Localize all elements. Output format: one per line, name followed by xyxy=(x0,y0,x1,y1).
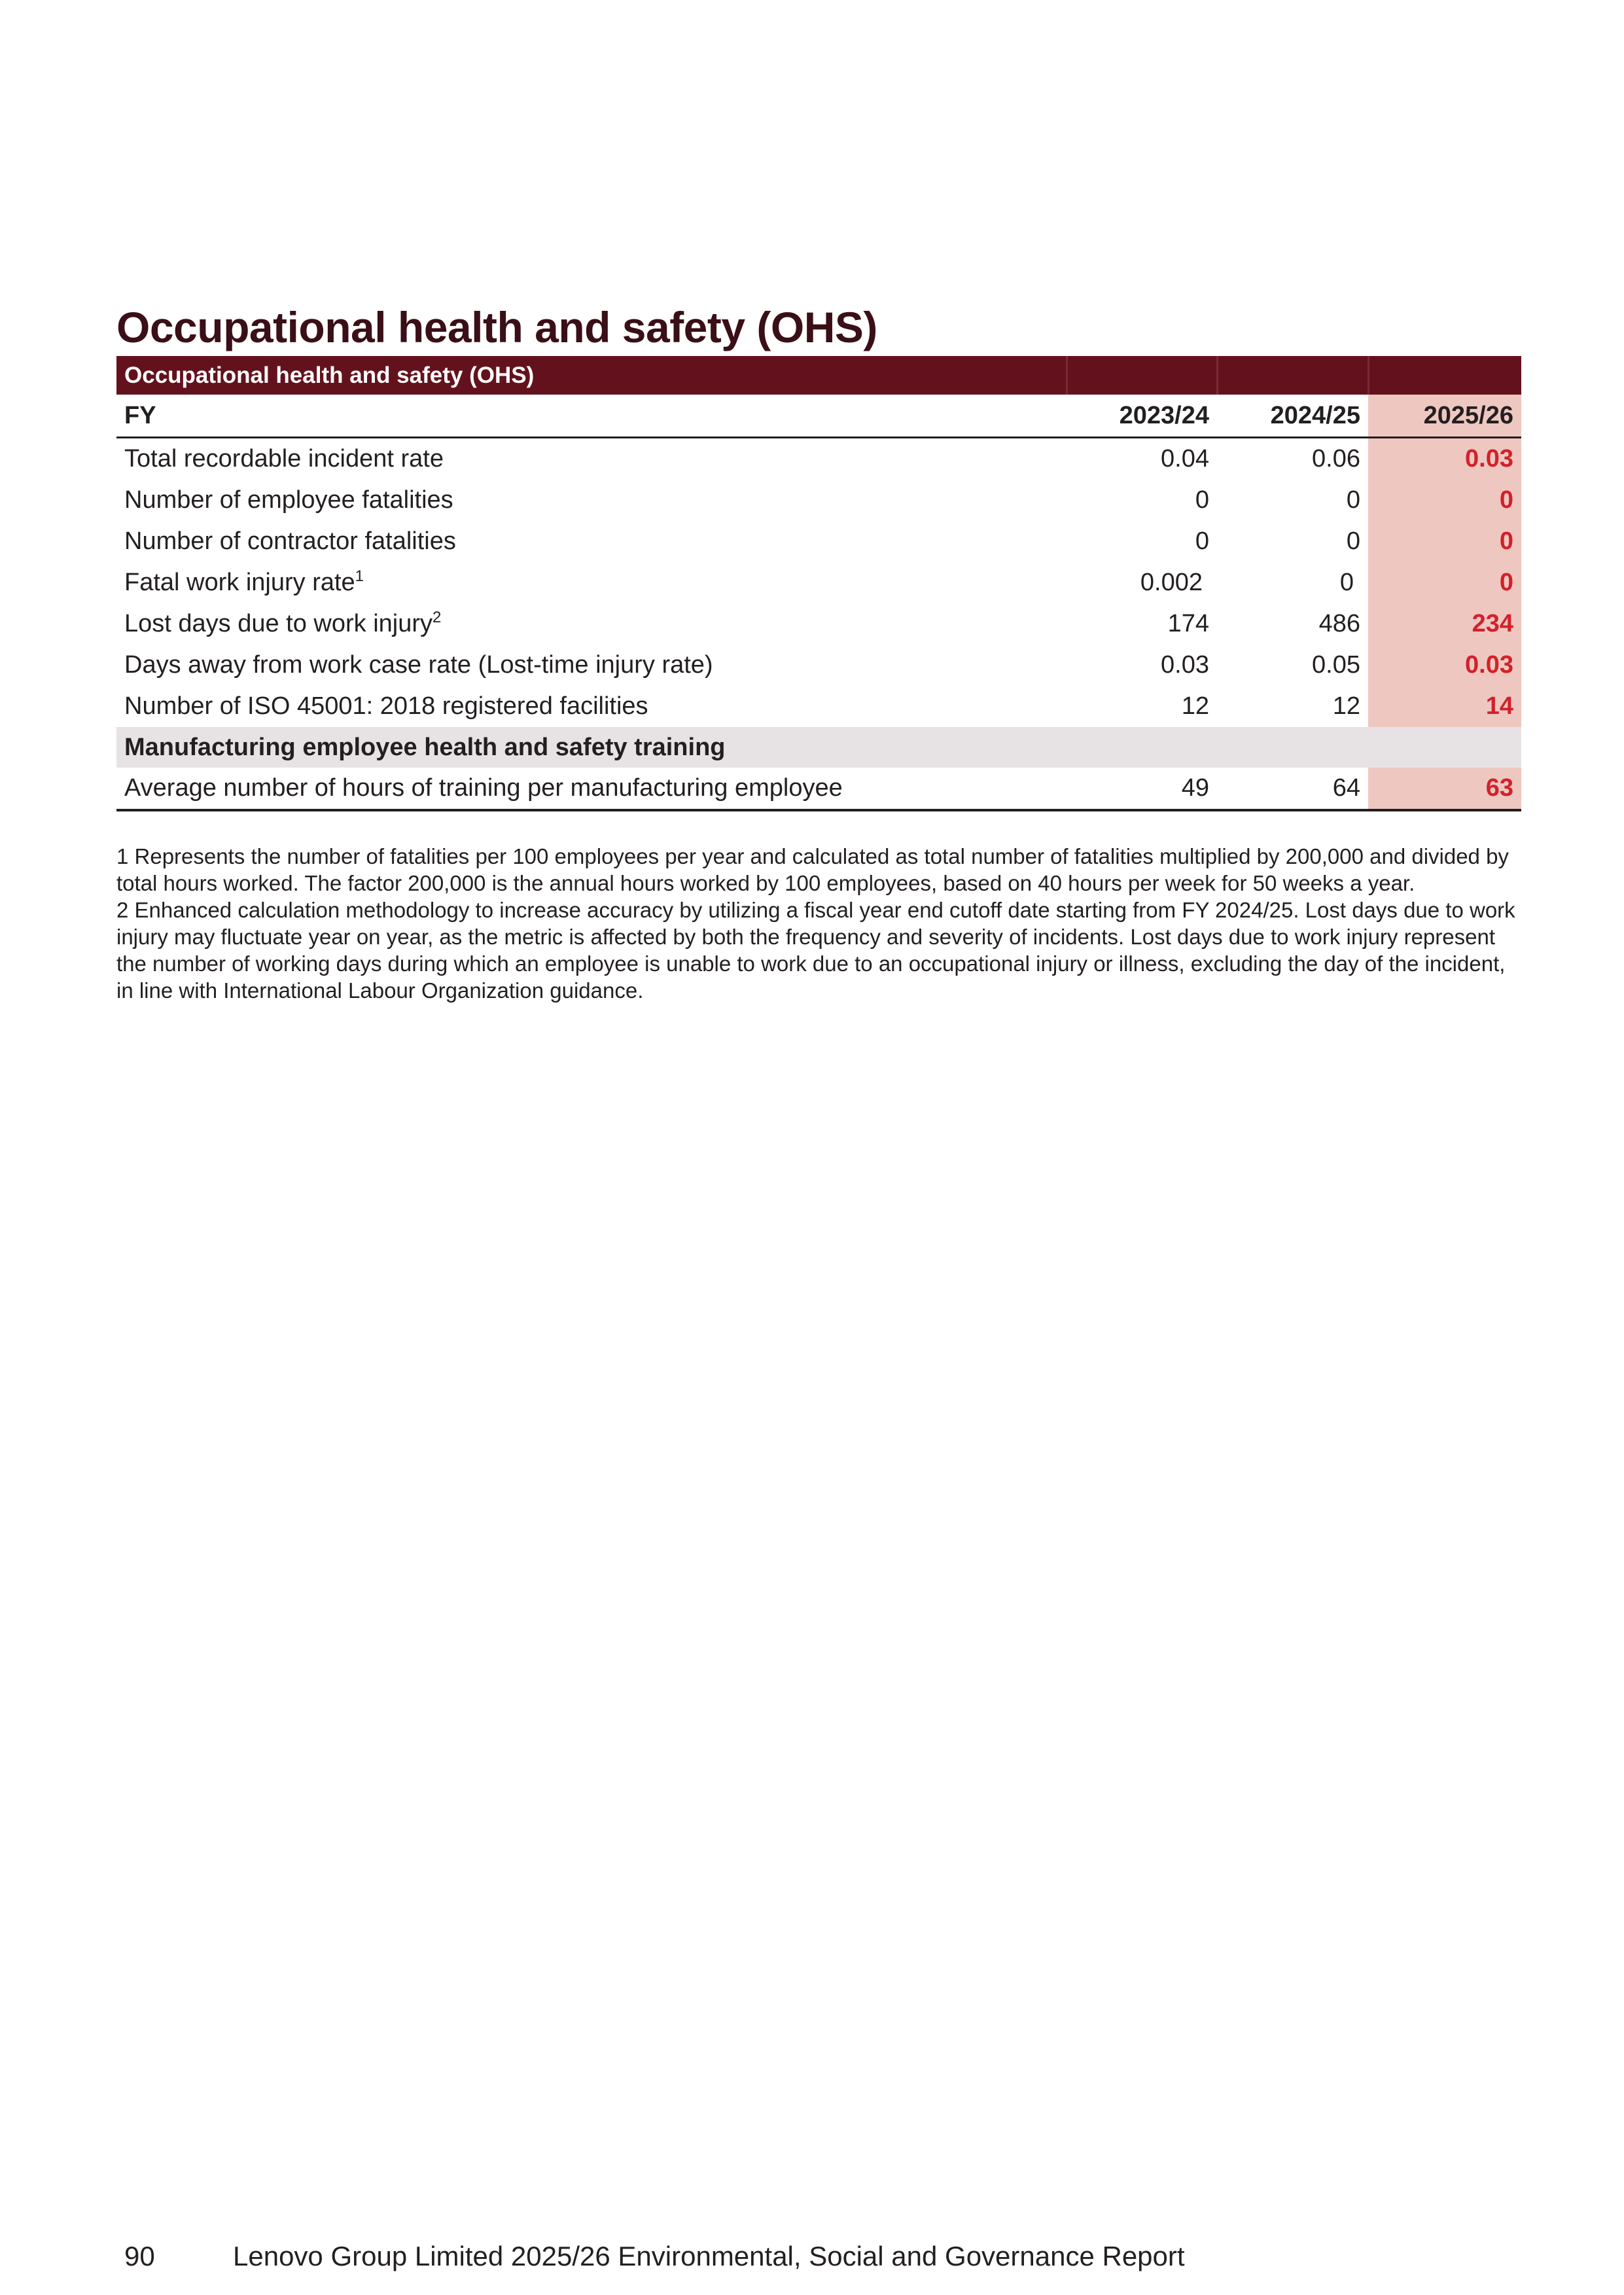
row-label: Lost days due to work injury$^2$ xyxy=(124,609,442,637)
footnote-2: 2 Enhanced calculation methodology to increase accuracy by utilizing a fiscal year end cutoff date starting from FY 2024/25. Lost days due to work injury may fluctuate year on year, as the metric is affected by both the frequency and severity of incidents. Lost days due to work injury represent the number of working days during which an employee is unable to work due to an occupational injury or illness, excluding the day of the incident, in line with International Labour Organization guidance. xyxy=(116,898,1515,1003)
cell-2023-24: 0 xyxy=(1195,486,1209,514)
cell-2025-26: 0.03 xyxy=(1368,645,1521,686)
cell-2023-24: 174 xyxy=(1167,610,1209,637)
header-2024-25: 2024/25 xyxy=(1217,395,1368,438)
cell-2025-26: 14 xyxy=(1368,686,1521,727)
cell-2023-24: 49 xyxy=(1067,768,1217,810)
cell-2024-25: 0.05 xyxy=(1312,651,1360,679)
cell-2024-25: 486 xyxy=(1318,610,1360,637)
row-label: Days away from work case rate (Lost-time injury rate) xyxy=(124,651,713,679)
ohs-table xyxy=(116,356,1521,811)
table-band xyxy=(116,356,1521,395)
row-label: Number of contractor fatalities xyxy=(124,527,456,555)
table-row xyxy=(116,645,1521,686)
band-cell xyxy=(1217,356,1368,395)
cell-2025-26: 0 xyxy=(1368,480,1521,521)
band-cell xyxy=(1368,356,1521,395)
footnote-ref: 2 xyxy=(432,609,442,626)
table-row xyxy=(116,768,1521,810)
table-row xyxy=(116,521,1521,562)
report-title: Lenovo Group Limited 2025/26 Environmental, Social and Governance Report xyxy=(233,2241,1185,2271)
cell-2024-25: 0.06 xyxy=(1312,445,1360,472)
section-row xyxy=(116,727,1521,768)
cell-2025-26: 0 xyxy=(1368,562,1521,603)
row-label: Fatal work injury rate$^1$ xyxy=(124,567,364,596)
cell-2025-26: 0.03 xyxy=(1368,438,1521,480)
page-number: 90 xyxy=(124,2241,155,2271)
band-cell xyxy=(1067,356,1217,395)
header-fy: FY xyxy=(116,395,1067,438)
cell-2024-25: 64 xyxy=(1217,768,1368,810)
table-row xyxy=(116,480,1521,521)
cell-2023-24: 0.04 xyxy=(1161,445,1209,472)
cell-2024-25: 0 xyxy=(1339,569,1354,596)
table-header-row xyxy=(116,395,1521,438)
section-title: Manufacturing employee health and safety training xyxy=(116,727,1521,768)
row-label: Number of ISO 45001: 2018 registered facilities xyxy=(124,692,648,720)
page-title: Occupational health and safety (OHS) xyxy=(116,303,877,351)
cell-2025-26: 0 xyxy=(1368,521,1521,562)
table-row xyxy=(116,562,1521,603)
header-2023-24: 2023/24 xyxy=(1067,395,1217,438)
cell-2024-25: 0 xyxy=(1346,527,1360,555)
table-row xyxy=(116,686,1521,727)
row-label: Total recordable incident rate xyxy=(124,445,444,472)
cell-2025-26: 234 xyxy=(1368,603,1521,645)
row-label: Average number of hours of training per manufacturing employee xyxy=(116,768,1067,810)
table-row xyxy=(116,603,1521,645)
cell-2025-26: 63 xyxy=(1368,768,1521,810)
footnotes xyxy=(116,843,1521,1004)
cell-2024-25: 0 xyxy=(1346,486,1360,514)
footnote-1: 1 Represents the number of fatalities per 100 employees per year and calculated as total number of fatalities multiplied by 200,000 and divided by total hours worked. The factor 200,000 is the annual hours worked by 100 employees, based on 40 hours per week for 50 weeks a year. xyxy=(116,844,1509,895)
cell-2024-25: 12 xyxy=(1332,692,1360,720)
footnote-ref: 1 xyxy=(355,567,364,585)
page-footer xyxy=(124,2241,1185,2272)
cell-2023-24: 0.002 xyxy=(1140,569,1203,596)
row-label: Number of employee fatalities xyxy=(124,486,453,514)
cell-2023-24: 0 xyxy=(1195,527,1209,555)
table-band-title: Occupational health and safety (OHS) xyxy=(116,356,1067,395)
cell-2023-24: 0.03 xyxy=(1161,651,1209,679)
table-row xyxy=(116,438,1521,480)
header-2025-26: 2025/26 xyxy=(1368,395,1521,438)
cell-2023-24: 12 xyxy=(1181,692,1209,720)
